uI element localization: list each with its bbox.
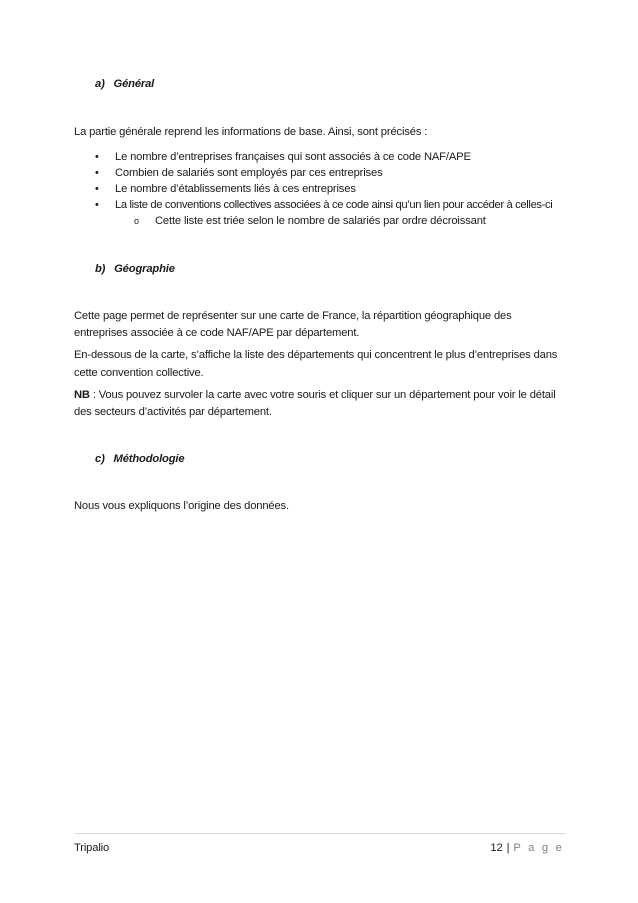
footer-separator: | <box>506 842 510 854</box>
geographie-paragraph-line: entreprises associée à ce code NAF/APE par département. <box>74 327 360 339</box>
sub-bullet-icon: o <box>134 216 139 226</box>
sub-list-item: Cette liste est triée selon le nombre de salariés par ordre décroissant <box>155 215 486 227</box>
bullet-icon: • <box>95 167 99 179</box>
geographie-paragraph-line: En-dessous de la carte, s’affiche la liste des départements qui concentrent le plus d’entreprises dans <box>74 349 558 361</box>
geographie-paragraph-line: cette convention collective. <box>74 367 204 379</box>
list-item: Le nombre d’établissements liés à ces entreprises <box>115 183 356 195</box>
nb-text: : Vous pouvez survoler la carte avec votre souris et cliquer sur un département pour voir le détail <box>89 389 556 401</box>
footer-page-number <box>490 842 564 854</box>
section-heading-geographie: b) Géographie <box>95 263 175 275</box>
list-item: Le nombre d’entreprises françaises qui sont associés à ce code NAF/APE <box>115 151 471 163</box>
page-word: P a g e <box>513 842 564 854</box>
geographie-paragraph-line: Cette page permet de représenter sur une carte de France, la répartition géographique des <box>74 310 512 322</box>
nb-label: NB <box>74 389 90 401</box>
nb-note-line: des secteurs d’activités par département. <box>74 406 272 418</box>
section-heading-general: a) Général <box>95 78 155 90</box>
methodologie-text: Nous vous expliquons l’origine des données. <box>74 500 289 512</box>
footer-divider <box>74 833 565 834</box>
list-item: La liste de conventions collectives associées à ce code ainsi qu’un lien pour accéder à celles-ci <box>115 199 553 211</box>
bullet-icon: • <box>95 199 99 211</box>
page-number: 12 <box>490 842 503 854</box>
nb-note-line <box>74 389 556 401</box>
section-heading-methodologie: c) Méthodologie <box>95 453 185 465</box>
bullet-icon: • <box>95 183 99 195</box>
footer-company-name: Tripalio <box>74 842 110 854</box>
list-item: Combien de salariés sont employés par ces entreprises <box>115 167 383 179</box>
general-intro-text: La partie générale reprend les informations de base. Ainsi, sont précisés : <box>74 126 428 138</box>
bullet-icon: • <box>95 151 99 163</box>
